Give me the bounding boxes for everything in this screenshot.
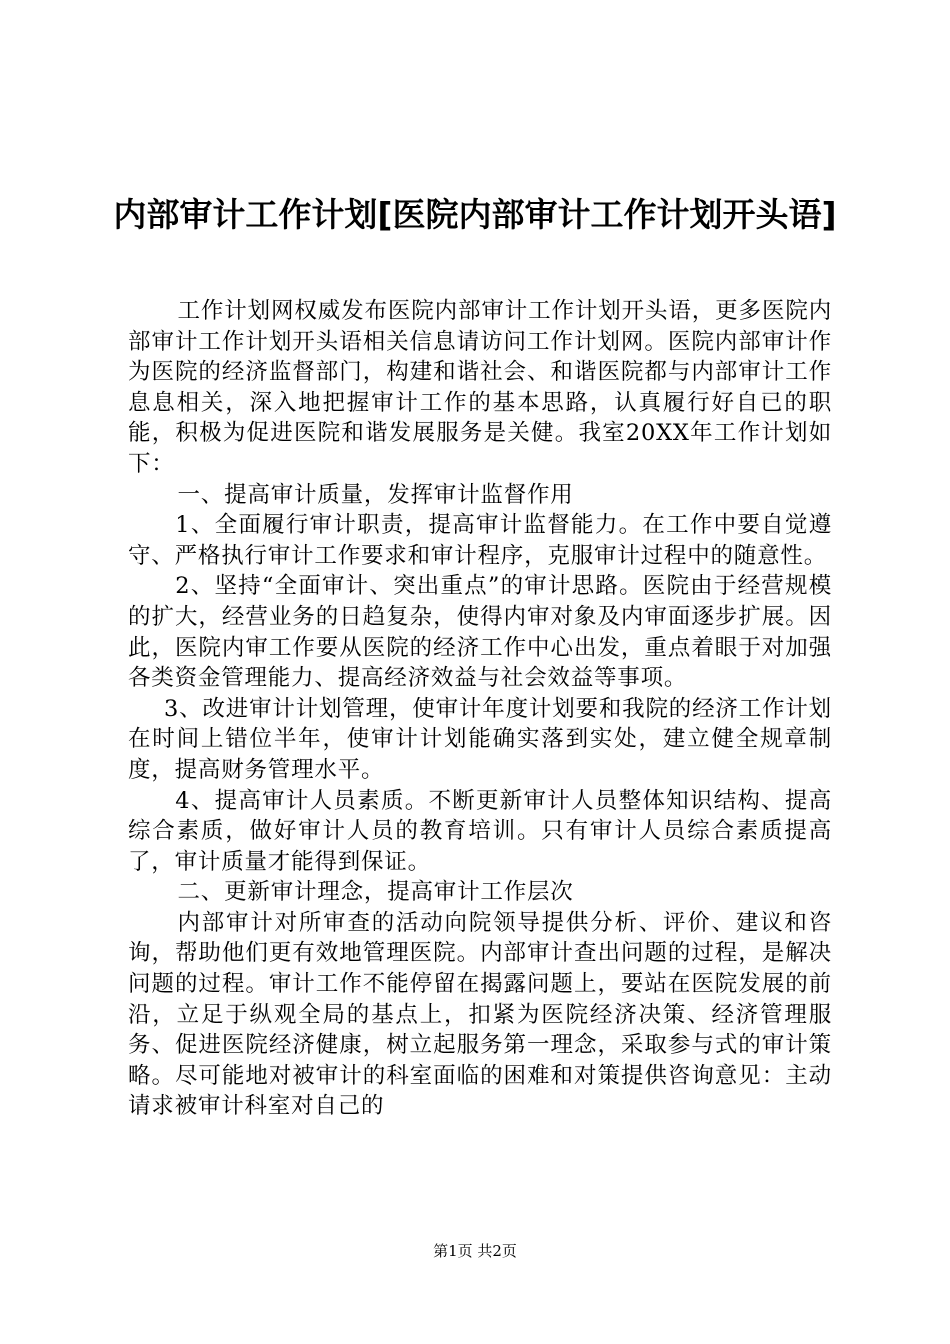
section-heading-2: 二、更新审计理念，提高审计工作层次 <box>177 879 574 906</box>
list-item-4: 4、提高审计人员素质。不断更新审计人员整体知识结构、提高综合素质，做好审计人员的教育培训。只有审计人员综合素质提高了，审计质量才能得到保证。 <box>128 787 832 875</box>
list-item-2: 2、坚持“全面审计、突出重点”的审计思路。医院由于经营规模的扩大，经营业务的日趋复杂，使得内审对象及内审面逐步扩展。因此，医院内审工作要从医院的经济工作中心出发，重点着眼于对加强各类资金管理能力、提高经济效益与社会效益等事项。 <box>128 573 832 692</box>
section-heading-1: 一、提高审计质量，发挥审计监督作用 <box>177 481 574 508</box>
intro-paragraph: 工作计划网权威发布医院内部审计工作计划开头语，更多医院内部审计工作计划开头语相关信息请访问工作计划网。医院内部审计作为医院的经济监督部门，构建和谐社会、和谐医院都与内部审计工作息息相关，深入地把握审计工作的基本思路，认真履行好自已的职能，积极为促进医院和谐发展服务是关健。我室20XX年工作计划如下： <box>128 298 832 477</box>
document-body <box>128 296 832 1122</box>
list-item-1: 1、全面履行审计职责，提高审计监督能力。在工作中要自觉遵守、严格执行审计工作要求和审计程序，克服审计过程中的随意性。 <box>128 512 832 569</box>
body-paragraph: 内部审计对所审查的活动向院领导提供分析、评价、建议和咨询，帮助他们更有效地管理医院。内部审计查出问题的过程，是解决问题的过程。审计工作不能停留在揭露问题上，要站在医院发展的前沿，立足于纵观全局的基点上，扣紧为医院经济决策、经济管理服务、促进医院经济健康，树立起服务第一理念，采取参与式的审计策略。尽可能地对被审计的科室面临的困难和对策提供咨询意见：主动请求被审计科室对自己的 <box>128 909 832 1120</box>
document-title: 内部审计工作计划[医院内部审计工作计划开头语] <box>113 195 837 234</box>
list-item-3: 3、改进审计计划管理，使审计年度计划要和我院的经济工作计划在时间上错位半年，使审计计划能确实落到实处，建立健全规章制度，提高财务管理水平。 <box>128 695 832 783</box>
page-footer: 第1页 共2页 <box>433 1242 517 1260</box>
